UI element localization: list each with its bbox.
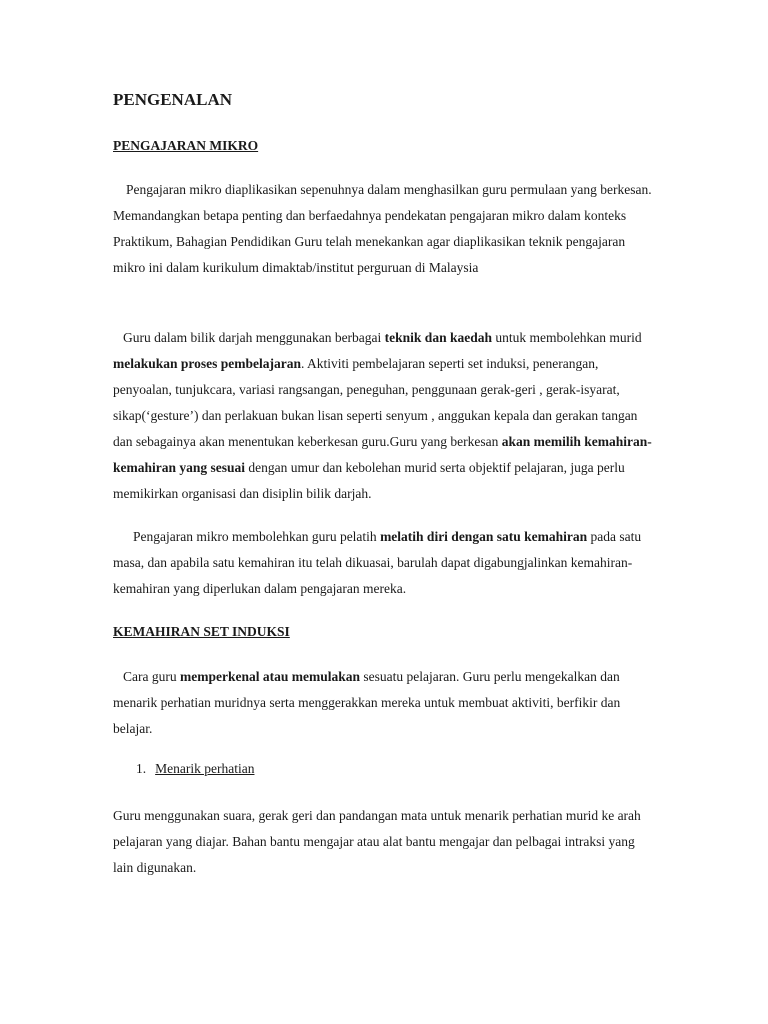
paragraph-intro: Pengajaran mikro diaplikasikan sepenuhnya dalam menghasilkan guru permulaan yang berkesan. Memandangkan betapa penting dan berfaedahnya pendekatan pengajaran mikro dalam konteks Praktikum, Bahagian Pendidikan Guru telah menekankan agar diaplikasikan teknik pengajaran mikro ini dalam kurikulum dimaktab/institut perguruan di Malaysia bbox=[113, 182, 652, 275]
list-item-label: Menarik perhatian bbox=[155, 761, 255, 776]
bold-run: melatih diri dengan satu kemahiran bbox=[380, 529, 588, 544]
text-run: Cara guru bbox=[123, 669, 180, 684]
paragraph-teknik bbox=[113, 325, 658, 507]
list-item bbox=[136, 761, 254, 777]
text-run: pada satu masa, dan apabila satu kemahiran itu telah dikuasai, barulah dapat digabungjalinkan kemahiran-kemahiran yang diperlukan dalam pengajaran mereka. bbox=[113, 529, 642, 596]
text-run: Pengajaran mikro membolehkan guru pelatih bbox=[133, 529, 381, 544]
text-run: . Aktiviti pembelajaran seperti set induksi, penerangan, penyoalan, tunjukcara, variasi rangsangan, peneguhan, penggunaan gerak-geri , gerak-isyarat, sikap(‘gesture’) dan perlakuan bukan lisan seperti senyum , anggukan kepala dan gerakan tangan dan sebagainya akan menentukan keberkesan guru.Guru yang berkesan bbox=[113, 356, 638, 449]
paragraph-melatih bbox=[113, 524, 658, 602]
bold-run: memperkenal atau memulakan bbox=[179, 669, 360, 684]
bold-run: melakukan proses pembelajaran bbox=[113, 356, 302, 371]
list-item-number: 1. bbox=[136, 761, 147, 776]
text-run: dengan umur dan kebolehan murid serta objektif pelajaran, juga perlu memikirkan organisasi dan disiplin bilik darjah. bbox=[113, 460, 625, 501]
paragraph-suara: Guru menggunakan suara, gerak geri dan pandangan mata untuk menarik perhatian murid ke arah pelajaran yang diajar. Bahan bantu mengajar atau alat bantu mengajar dan pelbagai intraksi yang lain digunakan. bbox=[113, 808, 641, 875]
text-run: sesuatu pelajaran. Guru perlu mengekalkan dan menarik perhatian muridnya serta menggerakkan mereka untuk membuat aktiviti, berfikir dan belajar. bbox=[113, 669, 621, 736]
section-heading-set-induksi: KEMAHIRAN SET INDUKSI bbox=[113, 624, 290, 639]
paragraph-cara-guru bbox=[113, 664, 658, 742]
text-run: Guru dalam bilik darjah menggunakan berbagai bbox=[123, 330, 385, 345]
bold-run: teknik dan kaedah bbox=[384, 330, 492, 345]
bold-run: akan memilih kemahiran-kemahiran yang sesuai bbox=[113, 434, 652, 475]
document-title: PENGENALAN bbox=[113, 90, 233, 109]
section-heading-pengajaran-mikro: PENGAJARAN MIKRO bbox=[113, 138, 259, 153]
text-run: untuk membolehkan murid bbox=[491, 330, 642, 345]
